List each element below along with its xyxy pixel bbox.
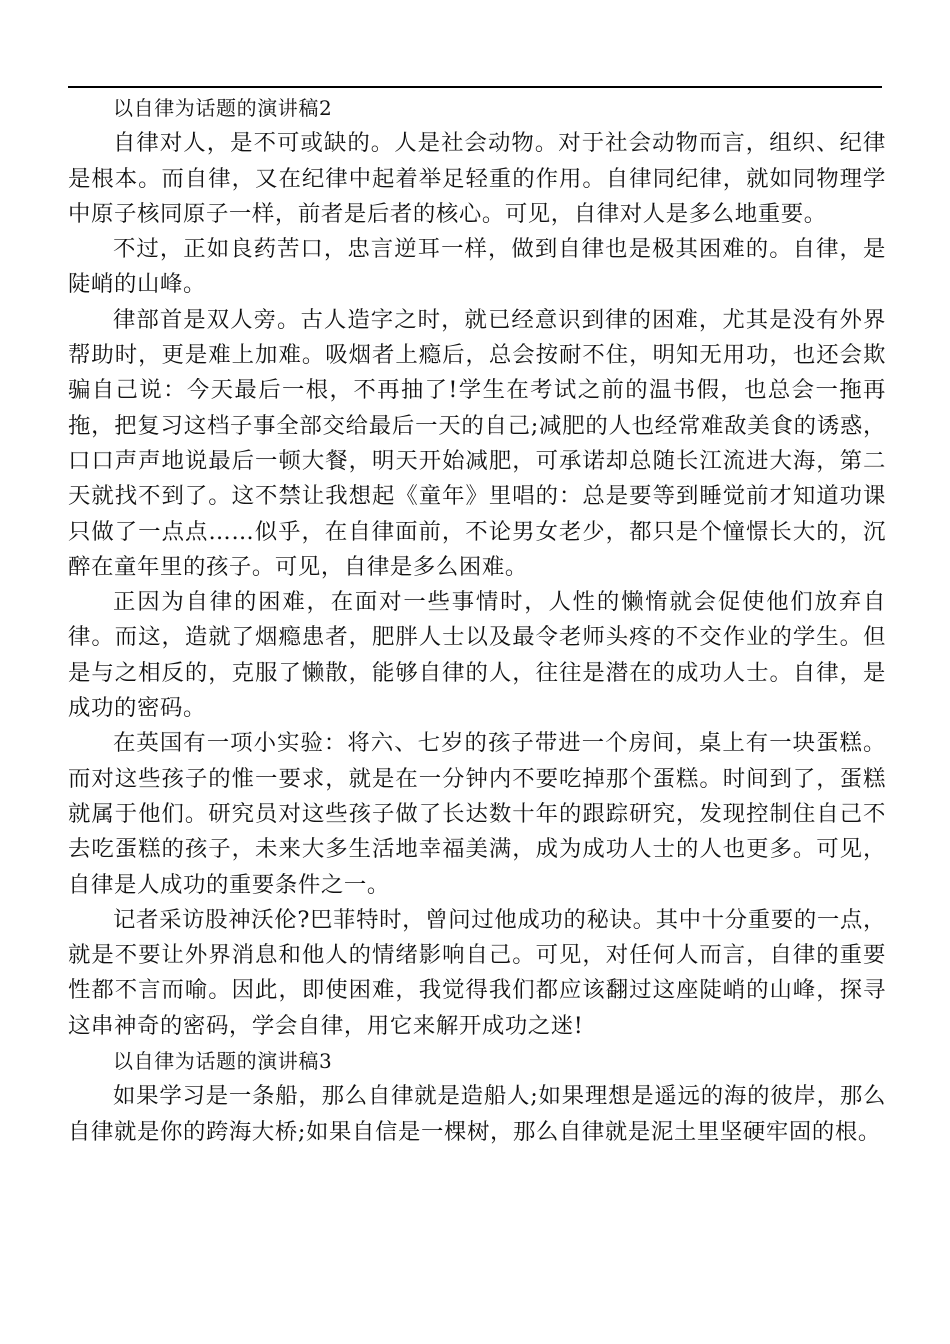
paragraph: 在英国有一项小实验：将六、七岁的孩子带进一个房间，桌上有一块蛋糕。而对这些孩子的惟一要求，就是在一分钟内不要吃掉那个蛋糕。时间到了，蛋糕就属于他们。研究员对这些孩子做了长达数十年的跟踪研究，发现控制住自己不去吃蛋糕的孩子，未来大多生活地幸福美满，成为成功人士的人也更多。可见，自律是人成功的重要条件之一。	[68, 730, 886, 898]
header-rule	[68, 86, 882, 88]
paragraph: 不过，正如良药苦口，忠言逆耳一样，做到自律也是极其困难的。自律，是陡峭的山峰。	[68, 236, 886, 298]
section-title-2: 以自律为话题的演讲稿2	[113, 96, 333, 120]
paragraph: 正因为自律的困难，在面对一些事情时，人性的懒惰就会促使他们放弃自律。而这，造就了烟瘾患者，肥胖人士以及最令老师头疼的不交作业的学生。但是与之相反的，克服了懒散，能够自律的人，往往是潜在的成功人士。自律，是成功的密码。	[68, 589, 886, 722]
document-body	[68, 91, 886, 1150]
section-title-3: 以自律为话题的演讲稿3	[113, 1049, 333, 1074]
paragraph: 律部首是双人旁。古人造字之时，就已经意识到律的困难，尤其是没有外界帮助时，更是难上加难。吸烟者上瘾后，总会按耐不住，明知无用功，也还会欺骗自己说：今天最后一根，不再抽了!学生在考试之前的温书假，也总会一拖再拖，把复习这档子事全部交给最后一天的自己;减肥的人也经常难敌美食的诱惑，口口声声地说最后一顿大餐，明天开始减肥，可承诺却总随长江流进大海，第二天就找不到了。这不禁让我想起《童年》里唱的：总是要等到睡觉前才知道功课只做了一点点……似乎，在自律面前，不论男女老少，都只是个憧憬长大的，沉醉在童年里的孩子。可见，自律是多么困难。	[68, 306, 886, 580]
paragraph: 自律对人，是不可或缺的。人是社会动物。对于社会动物而言，组织、纪律是根本。而自律，又在纪律中起着举足轻重的作用。自律同纪律，就如同物理学中原子核同原子一样，前者是后者的核心。可见，自律对人是多么地重要。	[68, 130, 886, 227]
paragraph: 如果学习是一条船，那么自律就是造船人;如果理想是遥远的海的彼岸，那么自律就是你的跨海大桥;如果自信是一棵树，那么自律就是泥土里坚硬牢固的根。	[68, 1083, 886, 1145]
paragraph: 记者采访股神沃伦?巴菲特时，曾问过他成功的秘诀。其中十分重要的一点，就是不要让外界消息和他人的情绪影响自己。可见，对任何人而言，自律的重要性都不言而喻。因此，即使困难，我觉得我们都应该翻过这座陡峭的山峰，探寻这串神奇的密码，学会自律，用它来解开成功之迷!	[68, 906, 886, 1039]
